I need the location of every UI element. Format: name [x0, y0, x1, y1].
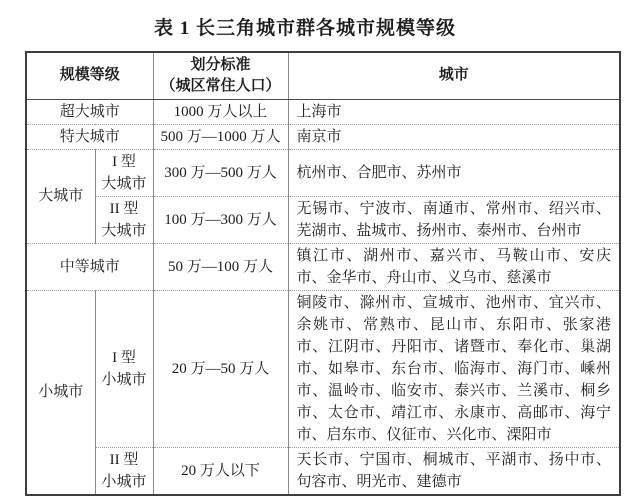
table-row-mediumcity	[26, 243, 620, 290]
header-standard-line2: （城区常住人口）	[160, 77, 281, 94]
cell-cities: 铜陵市、滁州市、宣城市、池州市、宜兴市、余姚市、常熟市、昆山市、东阳市、张家港市、江阴市、丹阳市、诸暨市、奉化市、巢湖市、如皋市、东台市、临海市、海门市、嵊州市、温岭市、临安市、泰兴市、兰溪市、桐乡市、太仓市、靖江市、永康市、高邮市、海宁市、启东市、仪征市、兴化市、溧阳市	[288, 290, 620, 447]
cell-subtype-line2: 大城市	[101, 222, 147, 239]
header-cities: 城市	[288, 52, 620, 99]
cell-cities: 杭州市、合肥市、苏州市	[288, 149, 620, 196]
header-standard-line1: 划分标准	[190, 56, 251, 73]
table-row-largecity-type1	[26, 149, 620, 196]
cell-subtype	[95, 447, 153, 495]
cell-category: 小城市	[26, 290, 95, 495]
cell-standard: 300 万—500 万人	[153, 149, 288, 196]
table-row-largecity-type2	[26, 196, 620, 243]
cell-standard: 100 万—300 万人	[153, 196, 288, 243]
cell-standard: 1000 万人以上	[153, 99, 288, 124]
table-row-smallcity-type2	[26, 447, 620, 495]
cell-level: 特大城市	[26, 124, 153, 149]
cell-cities: 无锡市、宁波市、南通市、常州市、绍兴市、芜湖市、盐城市、扬州市、泰州市、台州市	[288, 196, 620, 243]
table-title: 表 1 长三角城市群各城市规模等级	[153, 18, 456, 39]
cell-subtype	[95, 149, 153, 196]
cell-category: 大城市	[26, 149, 95, 243]
cell-subtype-line1: I 型	[112, 349, 136, 366]
cell-cities: 天长市、宁国市、桐城市、平湖市、扬中市、句容市、明光市、建德市	[288, 447, 620, 495]
cell-subtype-line2: 小城市	[101, 371, 147, 388]
cell-cities: 南京市	[288, 124, 620, 149]
cell-standard: 50 万—100 万人	[153, 243, 288, 290]
cell-cities: 上海市	[288, 99, 620, 124]
cell-cities: 镇江市、湖州市、嘉兴市、马鞍山市、安庆市、金华市、舟山市、义乌市、慈溪市	[288, 243, 620, 290]
cell-level: 中等城市	[26, 243, 153, 290]
cell-standard: 500 万—1000 万人	[153, 124, 288, 149]
cell-standard: 20 万—50 万人	[153, 290, 288, 447]
cell-subtype-line2: 大城市	[101, 175, 147, 192]
cell-subtype	[95, 290, 153, 447]
cell-subtype-line2: 小城市	[101, 473, 147, 490]
cell-level: 超大城市	[26, 99, 153, 124]
table-row-supercity	[26, 124, 620, 149]
cell-standard: 20 万人以下	[153, 447, 288, 495]
table-row-smallcity-type1	[26, 290, 620, 447]
cell-subtype	[95, 196, 153, 243]
header-standard	[153, 52, 288, 99]
city-scale-table	[25, 51, 621, 496]
header-row	[26, 52, 620, 99]
header-scale-level: 规模等级	[26, 52, 153, 99]
table-row-megacity	[26, 99, 620, 124]
cell-subtype-line1: II 型	[109, 200, 139, 217]
cell-subtype-line1: I 型	[112, 153, 136, 170]
cell-subtype-line1: II 型	[109, 451, 139, 468]
